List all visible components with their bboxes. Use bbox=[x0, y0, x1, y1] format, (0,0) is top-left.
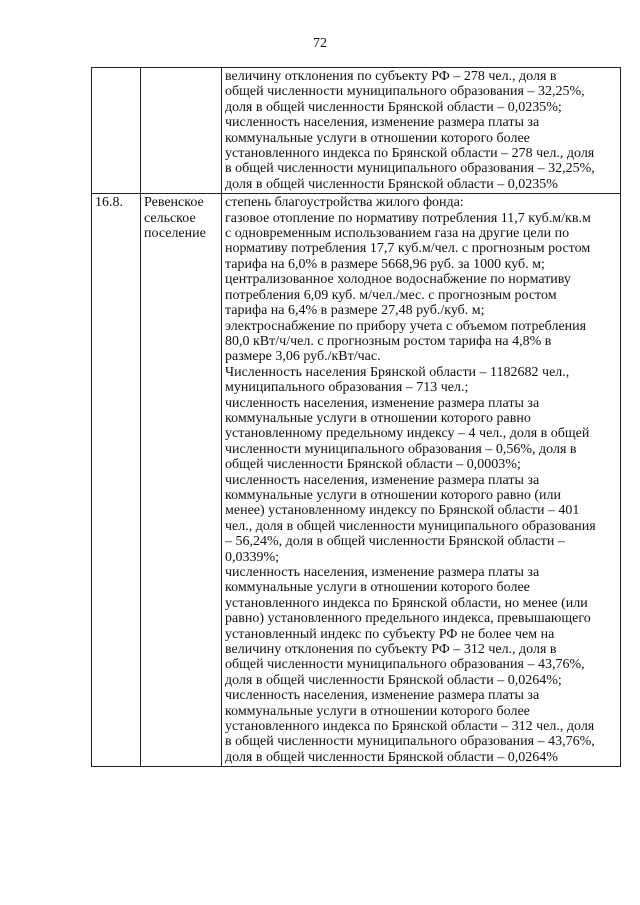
text-line: нормативу потребления 17,7 куб.м/чел. с прогнозным ростом bbox=[225, 241, 591, 257]
text-line: численности муниципального образования – 0,56%, доля в bbox=[225, 441, 577, 457]
row-number-cell: 16.8. bbox=[92, 194, 141, 767]
text-line: коммунальные услуги в отношении которого более bbox=[225, 130, 530, 146]
text-line: коммунальные услуги в отношении которого равно (или bbox=[225, 487, 561, 503]
text-line: централизованное холодное водоснабжение по нормативу bbox=[225, 272, 571, 288]
text-line: величину отклонения по субъекту РФ – 312 чел., доля в bbox=[225, 642, 557, 658]
text-line: в общей численности муниципального образования – 43,76%, bbox=[225, 734, 595, 750]
settlement-name-line: сельское bbox=[144, 210, 196, 226]
settlement-name-line: поселение bbox=[144, 226, 206, 242]
text-line: муниципального образования – 713 чел.; bbox=[225, 380, 469, 396]
text-line: доля в общей численности Брянской области – 0,0264% bbox=[225, 749, 558, 765]
text-line: – 56,24%, доля в общей численности Брянской области – bbox=[225, 534, 565, 550]
text-line: величину отклонения по субъекту РФ – 278 чел., доля в bbox=[225, 69, 557, 84]
text-line: степень благоустройства жилого фонда: bbox=[225, 195, 464, 211]
text-line: тарифа на 6,4% в размере 27,48 руб./куб. м; bbox=[225, 303, 485, 319]
settlement-name-cell bbox=[141, 68, 222, 194]
text-line: электроснабжение по прибору учета с объемом потребления bbox=[225, 318, 587, 334]
page-number: 72 bbox=[313, 36, 327, 51]
data-table bbox=[91, 67, 621, 767]
text-line: установленного индекса по Брянской области – 312 чел., доля bbox=[225, 719, 595, 735]
text-line: газовое отопление по нормативу потребления 11,7 куб.м/кв.м bbox=[225, 210, 591, 226]
text-line: численность населения, изменение размера платы за bbox=[225, 472, 540, 488]
row-number-cell bbox=[92, 68, 141, 194]
table-row bbox=[92, 194, 621, 767]
text-line: установленному предельному индексу – 4 чел., доля в общей bbox=[225, 426, 590, 442]
text-line: общей численности муниципального образования – 43,76%, bbox=[225, 657, 585, 673]
text-line: 0,0339%; bbox=[225, 549, 280, 565]
text-line: 80,0 кВт/ч/чел. с прогнозным ростом тарифа на 4,8% в bbox=[225, 333, 552, 349]
text-line: коммунальные услуги в отношении которого более bbox=[225, 580, 530, 596]
text-line: установленный индекс по субъекту РФ не более чем на bbox=[225, 626, 555, 642]
text-line: равно) установленного предельного индекса, превышающего bbox=[225, 611, 591, 627]
text-line: численность населения, изменение размера платы за bbox=[225, 565, 540, 580]
text-line: установленного индекса по Брянской области, но менее (или bbox=[225, 595, 588, 611]
text-line: коммунальные услуги в отношении которого более bbox=[225, 703, 530, 719]
text-line: доля в общей численности Брянской области – 0,0235%; bbox=[225, 99, 562, 115]
text-line: потребления 6,09 куб. м/чел./мес. с прогнозным ростом bbox=[225, 287, 557, 303]
text-line: чел., доля в общей численности муниципального образования bbox=[225, 518, 596, 534]
text-line: численность населения, изменение размера платы за bbox=[225, 115, 540, 131]
text-line: коммунальные услуги в отношении которого равно bbox=[225, 410, 531, 426]
text-line: численность населения, изменение размера платы за bbox=[225, 688, 540, 704]
text-line: доля в общей численности Брянской области – 0,0264%; bbox=[225, 672, 562, 688]
text-line: численность населения, изменение размера платы за bbox=[225, 395, 540, 411]
text-line: доля в общей численности Брянской области – 0,0235% bbox=[225, 176, 558, 192]
text-line: в общей численности муниципального образования – 32,25%, bbox=[225, 161, 595, 177]
settlement-name-line: Ревенское bbox=[144, 195, 204, 211]
text-line: общей численности муниципального образования – 32,25%, bbox=[225, 84, 585, 100]
text-line: общей численности Брянской области – 0,0003%; bbox=[225, 457, 521, 473]
description-cell bbox=[222, 194, 621, 767]
table-row bbox=[92, 68, 621, 194]
text-line: менее) установленному индексу по Брянской области – 401 bbox=[225, 503, 580, 519]
settlement-name-cell bbox=[141, 194, 222, 767]
description-cell bbox=[222, 68, 621, 194]
text-line: установленного индекса по Брянской области – 278 чел., доля bbox=[225, 146, 595, 162]
text-line: тарифа на 6,0% в размере 5668,96 руб. за 1000 куб. м; bbox=[225, 256, 545, 272]
text-line: размере 3,06 руб./кВт/час. bbox=[225, 349, 381, 365]
text-line: с одновременным использованием газа на другие цели по bbox=[225, 226, 570, 242]
text-line: Численность населения Брянской области – 1182682 чел., bbox=[225, 364, 570, 380]
